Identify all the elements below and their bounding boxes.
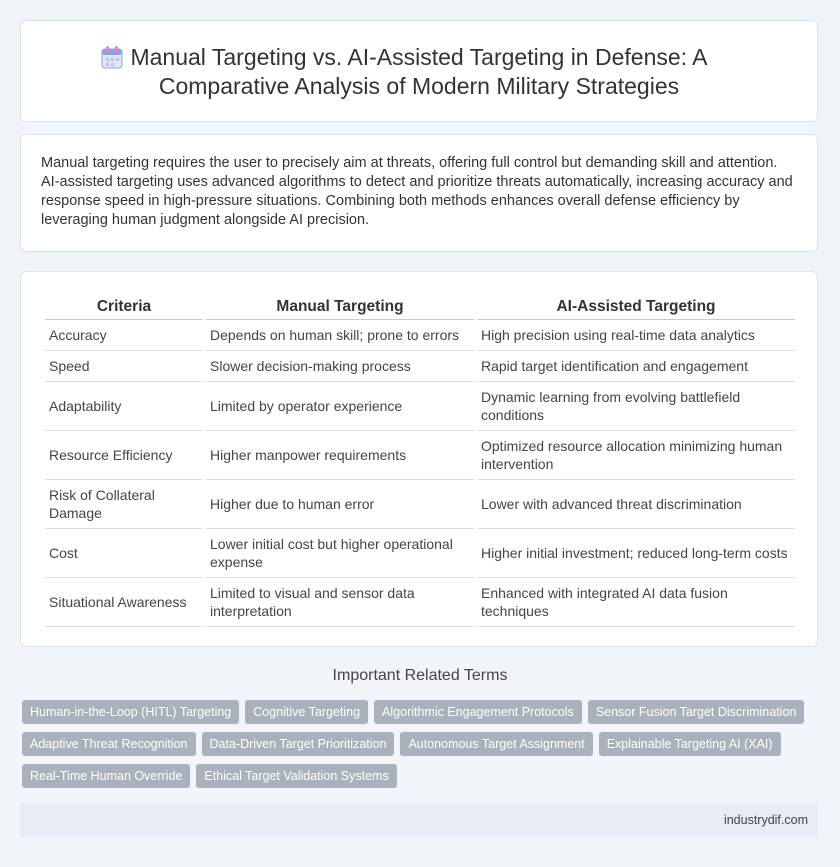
table-cell: Higher manpower requirements — [206, 431, 474, 480]
term-tag[interactable]: Sensor Fusion Target Discrimination — [588, 700, 805, 724]
header-ai: AI-Assisted Targeting — [477, 296, 795, 320]
title-card — [20, 20, 818, 122]
table-cell: Resource Efficiency — [45, 431, 203, 480]
table-cell: Lower initial cost but higher operational expense — [206, 529, 474, 578]
table-cell: Situational Awareness — [45, 578, 203, 627]
table-cell: Speed — [45, 351, 203, 382]
term-tag[interactable]: Human-in-the-Loop (HITL) Targeting — [22, 700, 239, 724]
table-cell: Depends on human skill; prone to errors — [206, 320, 474, 351]
table-row — [45, 382, 795, 431]
table-cell: Slower decision-making process — [206, 351, 474, 382]
table-row — [45, 529, 795, 578]
term-tag[interactable]: Explainable Targeting AI (XAI) — [599, 732, 781, 756]
term-tag[interactable]: Ethical Target Validation Systems — [196, 764, 396, 788]
term-tag[interactable]: Autonomous Target Assignment — [400, 732, 592, 756]
table-cell: Higher due to human error — [206, 480, 474, 529]
table-cell: Lower with advanced threat discrimination — [477, 480, 795, 529]
comparison-table — [42, 296, 798, 627]
page-title: Manual Targeting vs. AI-Assisted Targeting in Defense: A Comparative Analysis of Modern Military Strategies — [130, 44, 708, 99]
term-tag[interactable]: Data-Driven Target Prioritization — [202, 732, 395, 756]
table-header-row — [45, 296, 795, 320]
related-terms-list — [22, 700, 822, 796]
comparison-card — [20, 271, 818, 647]
table-cell: Higher initial investment; reduced long-term costs — [477, 529, 795, 578]
term-tag[interactable]: Algorithmic Engagement Protocols — [374, 700, 582, 724]
table-cell: Optimized resource allocation minimizing human intervention — [477, 431, 795, 480]
table-cell: High precision using real-time data analytics — [477, 320, 795, 351]
table-row — [45, 320, 795, 351]
term-tag[interactable]: Real-Time Human Override — [22, 764, 190, 788]
table-cell: Enhanced with integrated AI data fusion techniques — [477, 578, 795, 627]
table-cell: Dynamic learning from evolving battlefield conditions — [477, 382, 795, 431]
footer-site-link[interactable]: industrydif.com — [723, 813, 808, 827]
table-row — [45, 480, 795, 529]
related-terms-heading: Important Related Terms — [332, 667, 508, 684]
table-cell: Limited by operator experience — [206, 382, 474, 431]
header-manual: Manual Targeting — [206, 296, 474, 320]
table-row — [45, 431, 795, 480]
table-cell: Adaptability — [45, 382, 203, 431]
term-tag[interactable]: Cognitive Targeting — [245, 700, 368, 724]
table-row — [45, 578, 795, 627]
intro-card — [20, 134, 818, 252]
term-tag[interactable]: Adaptive Threat Recognition — [22, 732, 196, 756]
table-cell: Accuracy — [45, 320, 203, 351]
table-row — [45, 351, 795, 382]
table-cell: Cost — [45, 529, 203, 578]
header-criteria: Criteria — [45, 296, 203, 320]
table-cell: Risk of Collateral Damage — [45, 480, 203, 529]
table-cell: Limited to visual and sensor data interpretation — [206, 578, 474, 627]
footer — [20, 803, 818, 837]
table-cell: Rapid target identification and engagement — [477, 351, 795, 382]
intro-paragraph: Manual targeting requires the user to precisely aim at threats, offering full control but demanding skill and attention. AI-assisted targeting uses advanced algorithms to detect and prioritize threats automatically, increasing accuracy and response speed in high-pressure situations. Combining both methods enhances overall defense efficiency by leveraging human judgment alongside AI precision. — [41, 155, 793, 228]
